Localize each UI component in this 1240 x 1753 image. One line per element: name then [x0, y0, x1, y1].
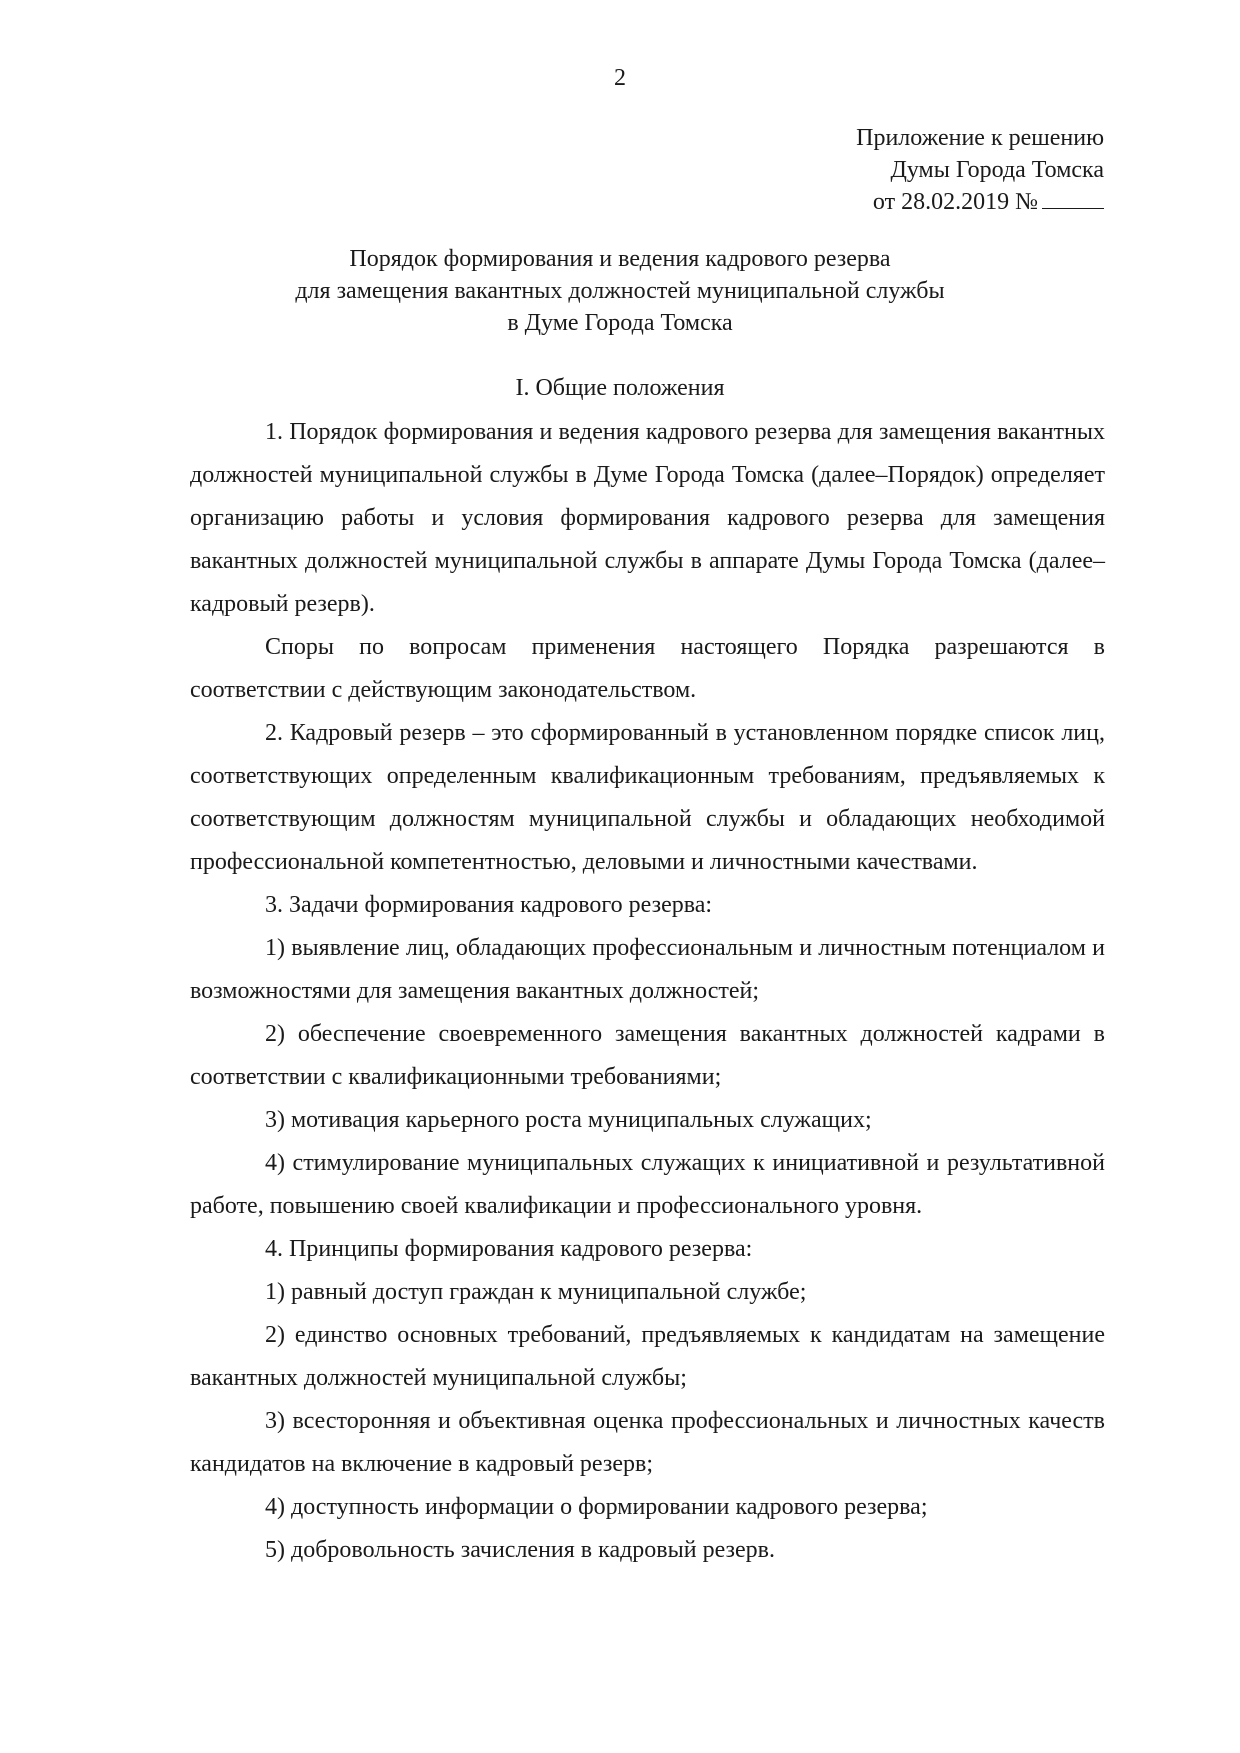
title-line-2: для замещения вакантных должностей муниципальной службы [295, 278, 945, 304]
list-item: 1) равный доступ граждан к муниципальной службе; [265, 1279, 807, 1305]
body-text [190, 411, 1105, 1572]
list-item: 1) выявление лиц, обладающих профессиональным и личностным потенциалом и возможностями для замещения вакантных должностей; [190, 935, 1105, 1004]
document-title [0, 243, 1240, 339]
list-item: 5) добровольность зачисления в кадровый резерв. [265, 1537, 776, 1563]
list-item: 2) единство основных требований, предъявляемых к кандидатам на замещение вакантных должностей муниципальной службы; [190, 1322, 1105, 1391]
annex-date: от 28.02.2019 № [872, 189, 1038, 215]
list-item: 3) всесторонняя и объективная оценка профессиональных и личностных качеств кандидатов на включение в кадровый резерв; [190, 1408, 1105, 1477]
section-heading: I. Общие положения [515, 375, 725, 401]
paragraph: 2. Кадровый резерв – это сформированный в установленном порядке список лиц, соответствующих определенным квалификационным требованиям, предъявляемых к соответствующим должностям муниципальной службы и обладающих необходимой профессиональной компетентностью, деловыми и личностными качествами. [190, 720, 1105, 875]
annex-line-3 [544, 186, 1104, 218]
list-item: 4) стимулирование муниципальных служащих к инициативной и результативной работе, повышению своей квалификации и профессионального уровня. [190, 1150, 1105, 1219]
annex-line-2: Думы Города Томска [890, 157, 1104, 183]
paragraph: 1. Порядок формирования и ведения кадрового резерва для замещения вакантных должностей муниципальной службы в Думе Города Томска (далее–Порядок) определяет организацию работы и условия формирования кадрового резерва для замещения вакантных должностей муниципальной службы в аппарате Думы Города Томска (далее–кадровый резерв). [190, 419, 1105, 617]
title-line-1: Порядок формирования и ведения кадрового резерва [349, 246, 891, 272]
list-item: 4) доступность информации о формировании кадрового резерва; [265, 1494, 928, 1520]
decision-number-blank [1042, 186, 1104, 209]
paragraph: 3. Задачи формирования кадрового резерва: [265, 892, 713, 918]
annex-line-1: Приложение к решению [856, 125, 1104, 151]
paragraph: Споры по вопросам применения настоящего Порядка разрешаются в соответствии с действующим законодательством. [190, 634, 1105, 703]
list-item: 3) мотивация карьерного роста муниципальных служащих; [265, 1107, 872, 1133]
annex-block [544, 122, 1104, 218]
list-item: 2) обеспечение своевременного замещения вакантных должностей кадрами в соответствии с квалификационными требованиями; [190, 1021, 1105, 1090]
paragraph: 4. Принципы формирования кадрового резерва: [265, 1236, 753, 1262]
title-line-3: в Думе Города Томска [507, 310, 733, 336]
page-number: 2 [614, 65, 626, 91]
